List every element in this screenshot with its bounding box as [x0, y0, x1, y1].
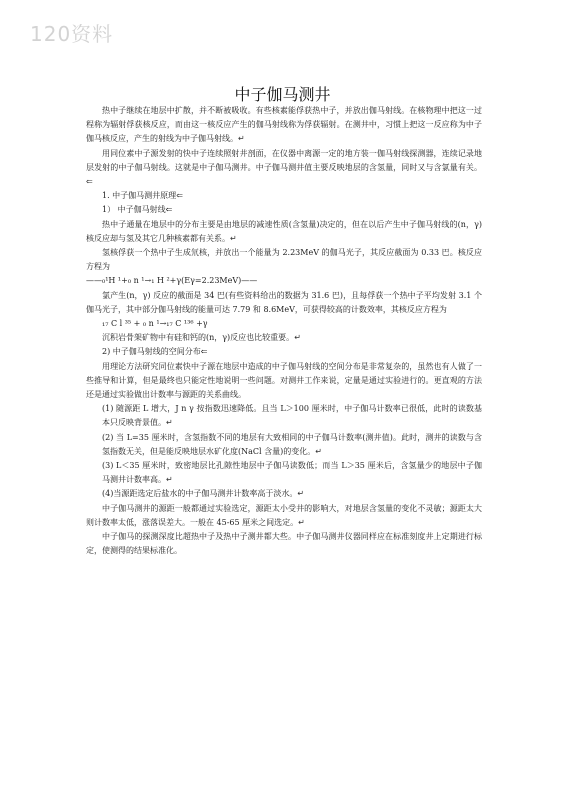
- paragraph-mark-icon: ↵: [298, 517, 305, 527]
- paragraph-mark-icon: ↵: [297, 489, 305, 499]
- paragraph: 热中子通量在地层中的分布主要是由地层的减速性质(含氢量)决定的，但在以后产生中子伽马射线的(n，γ)核反应却与氢及其它几种核素都有关系。↵: [86, 219, 482, 243]
- watermark-text: 120资料: [30, 22, 114, 46]
- paragraph: 中子伽马测井的源距一般都通过实验选定，源距太小受井的影响大，对地层含氢量的变化不灵敏；源距太大则计数率太低，涨落误差大。一般在 45-65 厘米之间选定。↵: [86, 503, 482, 527]
- paragraph-mark-icon: ↵: [294, 333, 301, 343]
- paragraph-mark-icon: ↵: [166, 418, 173, 428]
- list-item: (3) L＜35 厘米时，致密地层比孔隙性地层中子伽马读数低；而当 L＞35 厘米后，含氢量少的地层中子伽马测井计数率高。↵: [102, 461, 482, 485]
- paragraph: 氢核俘获一个热中子生成氘核，并放出一个能量为 2.23MeV 的伽马光子，其反应截面为 0.33 巴。核反应方程为: [86, 248, 482, 272]
- paragraph-mark-icon: ↵: [166, 475, 173, 485]
- paragraph-mark-icon: ↵: [238, 134, 245, 144]
- paragraph-mark-icon: ⇐: [176, 191, 183, 201]
- equation-chlorine: ₁₇ C l ³⁵ + ₀ n ¹→₁₇ C ¹³⁶ +γ: [102, 319, 208, 329]
- list-item: (2) 当 L=35 厘米时，含氢指数不同的地层有大致相同的中子伽马计数率(测井值)。此时，测井的读数与含氢指数无关，但是能反映地层水矿化度(NaCl 含量)的变化。↵: [102, 432, 482, 456]
- paragraph: 氯产生(n，γ) 反应的截面是 34 巴(有些资料给出的数据为 31.6 巴)，且每俘获一个热中子平均发射 3.1 个伽马光子，其中部分伽马射线的能量可达 7.79 和 8.6MeV，可获得较高的计数效率，其核反应方程为: [86, 290, 482, 314]
- paragraph: 用同位素中子源发射的快中子连续照射井剖面，在仪器中离源一定的地方装一伽马射线探测器，连续记录地层发射的中子伽马射线。这就是中子伽马测井。中子伽马测井值主要反映地层的含氢量，同时又与含氯量有关。⇐: [86, 148, 482, 187]
- section-heading: 1. 中子伽马测井原理⇐: [102, 191, 183, 201]
- equation-hydrogen: ——₀¹H ¹+₀ n ¹→₁ H ²+γ(Eγ=2.23MeV)——: [86, 276, 258, 286]
- paragraph-mark-icon: ⇐: [165, 205, 173, 215]
- subsection-heading: 1） 中子伽马射线⇐: [102, 205, 173, 215]
- paragraph-mark-icon: ⇐: [86, 177, 93, 187]
- list-item: (1) 随源距 L 增大，J n γ 按指数迅速降低。且当 L＞100 厘米时，中子伽马计数率已很低，此时的读数基本只反映背景值。↵: [102, 404, 482, 428]
- list-item: (4)当源距选定后盐水的中子伽马测井计数率高于淡水。↵: [102, 489, 305, 499]
- paragraph-mark-icon: ↵: [315, 446, 322, 456]
- subsection-heading: 2) 中子伽马射线的空间分布⇐: [102, 347, 208, 357]
- document-body: [86, 104, 482, 559]
- paragraph-mark-icon: ⇐: [200, 347, 208, 357]
- paragraph-mark-icon: ↵: [230, 233, 237, 243]
- document-title: 中子伽马测井: [234, 85, 331, 104]
- paragraph: 中子伽马的探测深度比超热中子及热中子测井都大些。中子伽马测井仪器同样应在标准刻度井上定期进行标定，使测得的结果标准化。: [86, 532, 482, 556]
- paragraph: 热中子继续在地层中扩散，并不断被吸收。有些核素能俘获热中子，并放出伽马射线。在核物理中把这一过程称为辐射俘获核反应，而由这一核反应产生的伽马射线称为俘获辐射。在测井中，习惯上把这一反应称为中子伽马核反应，产生的射线为中子伽马射线。↵: [86, 106, 482, 144]
- paragraph: 沉积岩骨架矿物中有硅和钙的(n，γ)反应也比较重要。↵: [102, 333, 301, 343]
- paragraph: 用理论方法研究同位素快中子源在地层中造成的中子伽马射线的空间分布是非常复杂的，虽然也有人做了一些推导和计算，但是最终也只能定性地说明一些问题。对测井工作来说，定量是通过实验进行的。更直观的方法还是通过实验做出计数率与源距的关系曲线。: [86, 361, 482, 400]
